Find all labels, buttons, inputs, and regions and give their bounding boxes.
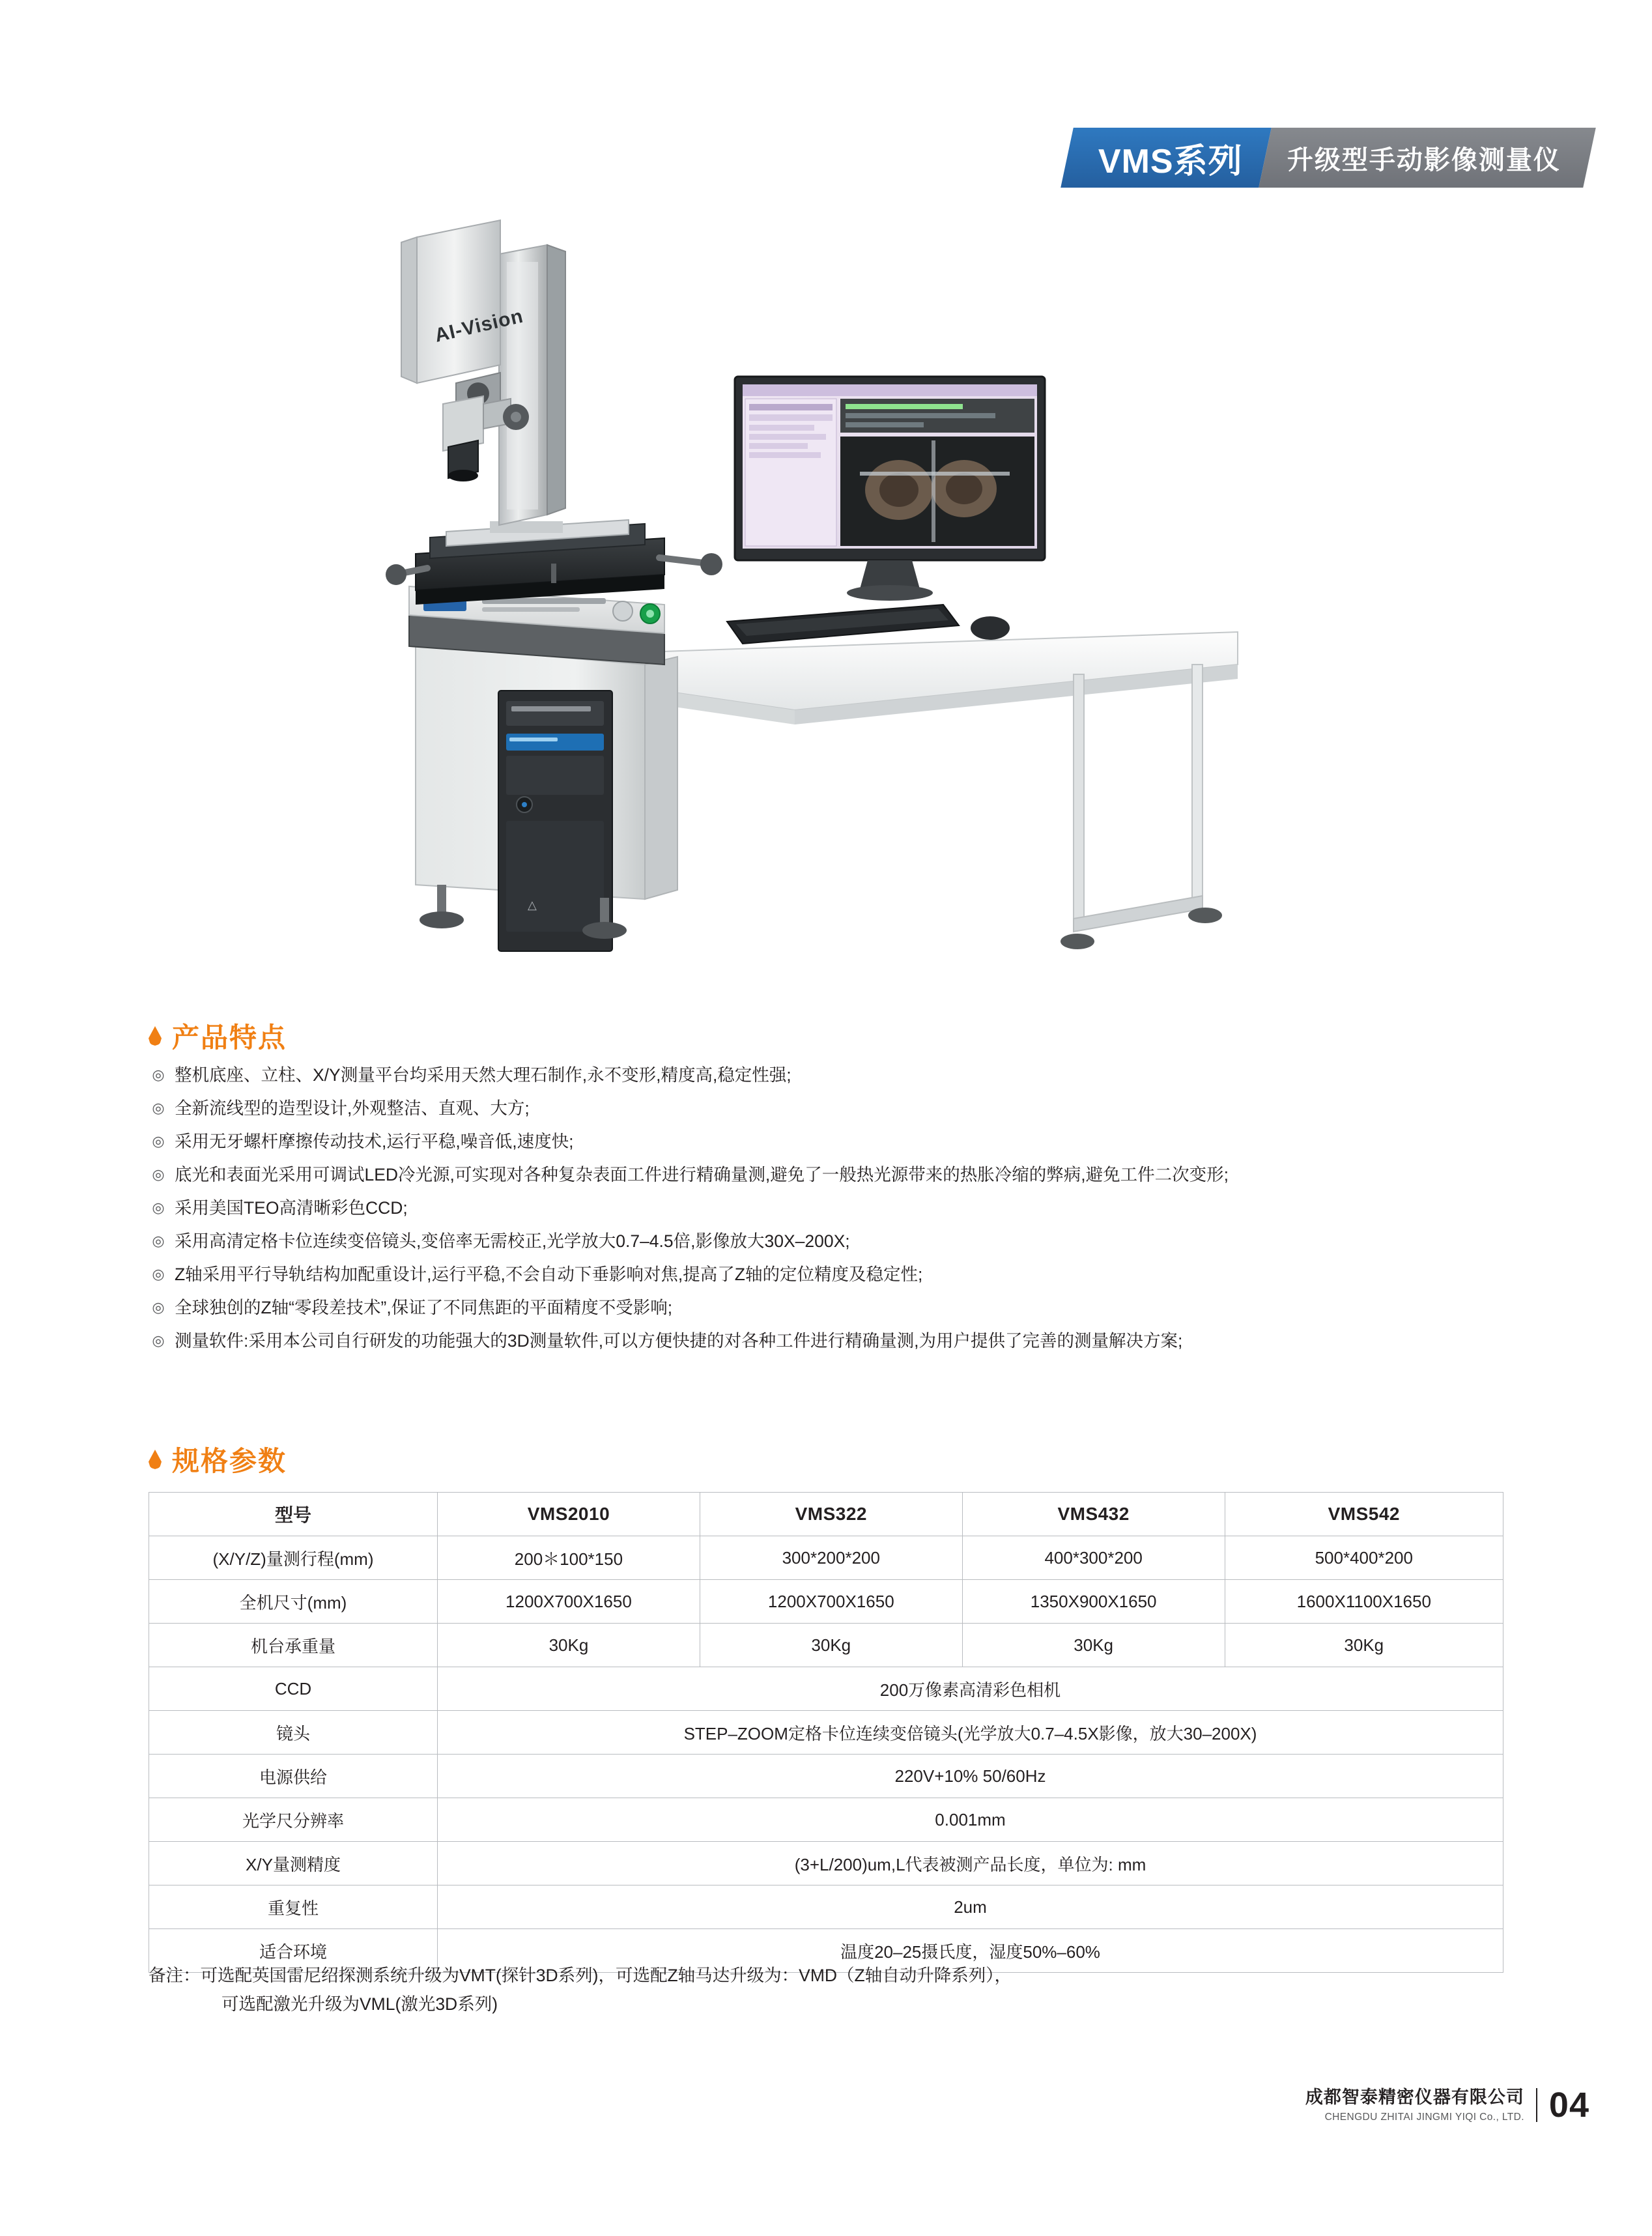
list-item xyxy=(150,1328,1602,1354)
table-row xyxy=(149,1536,1503,1580)
page-number: 04 xyxy=(1548,2086,1589,2125)
row-label: 全机尺寸(mm) xyxy=(149,1580,438,1624)
feature-text: 测量软件:采用本公司自行研发的功能强大的3D测量软件,可以方便快捷的对各种工件进行精确量测,为用户提供了完善的测量解决方案; xyxy=(175,1331,1183,1351)
photo-column xyxy=(499,245,565,525)
column-header-vms432: VMS432 xyxy=(962,1493,1225,1536)
product-photo xyxy=(339,208,1303,984)
cell-span: (3+L/200)um,L代表被测产品长度，单位为: mm xyxy=(438,1842,1503,1885)
cell-span: 温度20–25摄氏度，湿度50%–60% xyxy=(438,1929,1503,1973)
cell: 400*300*200 xyxy=(962,1536,1225,1580)
table-row xyxy=(149,1667,1503,1711)
list-item xyxy=(150,1128,1602,1154)
cell: 30Kg xyxy=(700,1624,962,1667)
row-label: 电源供给 xyxy=(149,1755,438,1798)
droplet-icon xyxy=(149,1450,162,1469)
cell: 500*400*200 xyxy=(1225,1536,1503,1580)
row-label: CCD xyxy=(149,1667,438,1711)
row-label: 重复性 xyxy=(149,1885,438,1929)
company-name-cn: 成都智泰精密仪器有限公司 xyxy=(1305,2087,1524,2107)
feature-text: 底光和表面光采用可调试LED冷光源,可实现对各种复杂表面工件进行精确量测,避免了一般热光源带来的热胀冷缩的弊病,避免工件二次变形; xyxy=(175,1165,1229,1184)
page-footer xyxy=(1305,2085,1589,2125)
features-list xyxy=(150,1062,1602,1361)
specifications-table xyxy=(149,1492,1503,1973)
footer-divider xyxy=(1536,2088,1537,2122)
list-item xyxy=(150,1095,1602,1121)
bullet-icon: ◎ xyxy=(152,1166,165,1182)
features-section-title xyxy=(149,1016,287,1055)
bullet-icon: ◎ xyxy=(152,1133,165,1149)
table-row xyxy=(149,1885,1503,1929)
svg-text:AI-Vision: AI-Vision xyxy=(433,305,526,347)
column-header-vms2010: VMS2010 xyxy=(438,1493,700,1536)
list-item xyxy=(150,1195,1602,1221)
photo-keyboard xyxy=(727,605,1010,644)
table-row xyxy=(149,1624,1503,1667)
cell-span: 0.001mm xyxy=(438,1798,1503,1842)
column-header-vms322: VMS322 xyxy=(700,1493,962,1536)
company-block xyxy=(1305,2087,1524,2123)
cell-span: STEP–ZOOM定格卡位连续变倍镜头(光学放大0.7–4.5X影像，放大30–200X) xyxy=(438,1711,1503,1755)
cell: 30Kg xyxy=(1225,1624,1503,1667)
specs-section-title xyxy=(149,1440,287,1479)
header-series-text: VMS系列 xyxy=(1098,142,1243,180)
feature-text: 采用美国TEO高清晰彩色CCD; xyxy=(175,1198,408,1218)
feature-text: 整机底座、立柱、X/Y测量平台均采用天然大理石制作,永不变形,精度高,稳定性强; xyxy=(175,1065,791,1085)
photo-monitor xyxy=(735,377,1045,601)
row-label: 光学尺分辨率 xyxy=(149,1798,438,1842)
row-label: X/Y量测精度 xyxy=(149,1842,438,1885)
feature-text: 采用无牙螺杆摩擦传动技术,运行平稳,噪音低,速度快; xyxy=(175,1132,574,1151)
feature-text: 全新流线型的造型设计,外观整洁、直观、大方; xyxy=(175,1098,530,1118)
cell: 1200X700X1650 xyxy=(700,1580,962,1624)
svg-text:△: △ xyxy=(528,898,537,911)
company-name-en: CHENGDU ZHITAI JINGMI YIQI Co., LTD. xyxy=(1324,2111,1524,2123)
bullet-icon: ◎ xyxy=(152,1067,165,1083)
table-row xyxy=(149,1842,1503,1885)
column-header-vms542: VMS542 xyxy=(1225,1493,1503,1536)
list-item xyxy=(150,1228,1602,1254)
table-header-row xyxy=(149,1493,1503,1536)
cell: 1600X1100X1650 xyxy=(1225,1580,1503,1624)
list-item xyxy=(150,1261,1602,1287)
list-item xyxy=(150,1295,1602,1321)
specs-title-text: 规格参数 xyxy=(172,1446,287,1476)
droplet-icon xyxy=(149,1026,162,1046)
note-line-2: 可选配激光升级为VML(激光3D系列) xyxy=(221,1994,498,2014)
features-title-text: 产品特点 xyxy=(172,1022,287,1053)
header-series-block xyxy=(1061,128,1272,188)
table-row xyxy=(149,1755,1503,1798)
table-row xyxy=(149,1798,1503,1842)
bullet-icon: ◎ xyxy=(152,1100,165,1116)
row-label: (X/Y/Z)量测行程(mm) xyxy=(149,1536,438,1580)
photo-xy-stage xyxy=(386,520,722,605)
photo-desk xyxy=(661,632,1238,949)
bullet-icon: ◎ xyxy=(152,1233,165,1249)
feature-text: Z轴采用平行导轨结构加配重设计,运行平稳,不会自动下垂影响对焦,提高了Z轴的定位精度及稳定性; xyxy=(175,1265,923,1284)
header-subtitle-block xyxy=(1259,128,1596,188)
list-item xyxy=(150,1162,1602,1188)
cell-span: 2um xyxy=(438,1885,1503,1929)
cell-span: 200万像素高清彩色相机 xyxy=(438,1667,1503,1711)
row-label: 镜头 xyxy=(149,1711,438,1755)
cell: 300*200*200 xyxy=(700,1536,962,1580)
column-header-model: 型号 xyxy=(149,1493,438,1536)
table-note xyxy=(149,1961,1582,2018)
bullet-icon: ◎ xyxy=(152,1266,165,1282)
bullet-icon: ◎ xyxy=(152,1299,165,1315)
feature-text: 采用高清定格卡位连续变倍镜头,变倍率无需校正,光学放大0.7–4.5倍,影像放大30X–200X; xyxy=(175,1231,850,1251)
row-label: 机台承重量 xyxy=(149,1624,438,1667)
cell-span: 220V+10% 50/60Hz xyxy=(438,1755,1503,1798)
row-label: 适合环境 xyxy=(149,1929,438,1973)
table-row xyxy=(149,1711,1503,1755)
cell: 30Kg xyxy=(962,1624,1225,1667)
list-item xyxy=(150,1062,1602,1088)
header-subtitle-text: 升级型手动影像测量仪 xyxy=(1287,145,1561,175)
cell: 30Kg xyxy=(438,1624,700,1667)
table-row xyxy=(149,1580,1503,1624)
photo-cabinet xyxy=(416,645,677,951)
note-line-1: 备注：可选配英国雷尼绍探测系统升级为VMT(探针3D系列)，可选配Z轴马达升级为：VMD（Z轴自动升降系列）， xyxy=(149,1966,1012,1985)
feature-text: 全球独创的Z轴“零段差技术”,保证了不同焦距的平面精度不受影响; xyxy=(175,1298,673,1317)
cell: 200＊100*150 xyxy=(438,1536,700,1580)
cell: 1350X900X1650 xyxy=(962,1580,1225,1624)
bullet-icon: ◎ xyxy=(152,1199,165,1216)
cell: 1200X700X1650 xyxy=(438,1580,700,1624)
bullet-icon: ◎ xyxy=(152,1332,165,1349)
header-banner xyxy=(1067,128,1589,188)
